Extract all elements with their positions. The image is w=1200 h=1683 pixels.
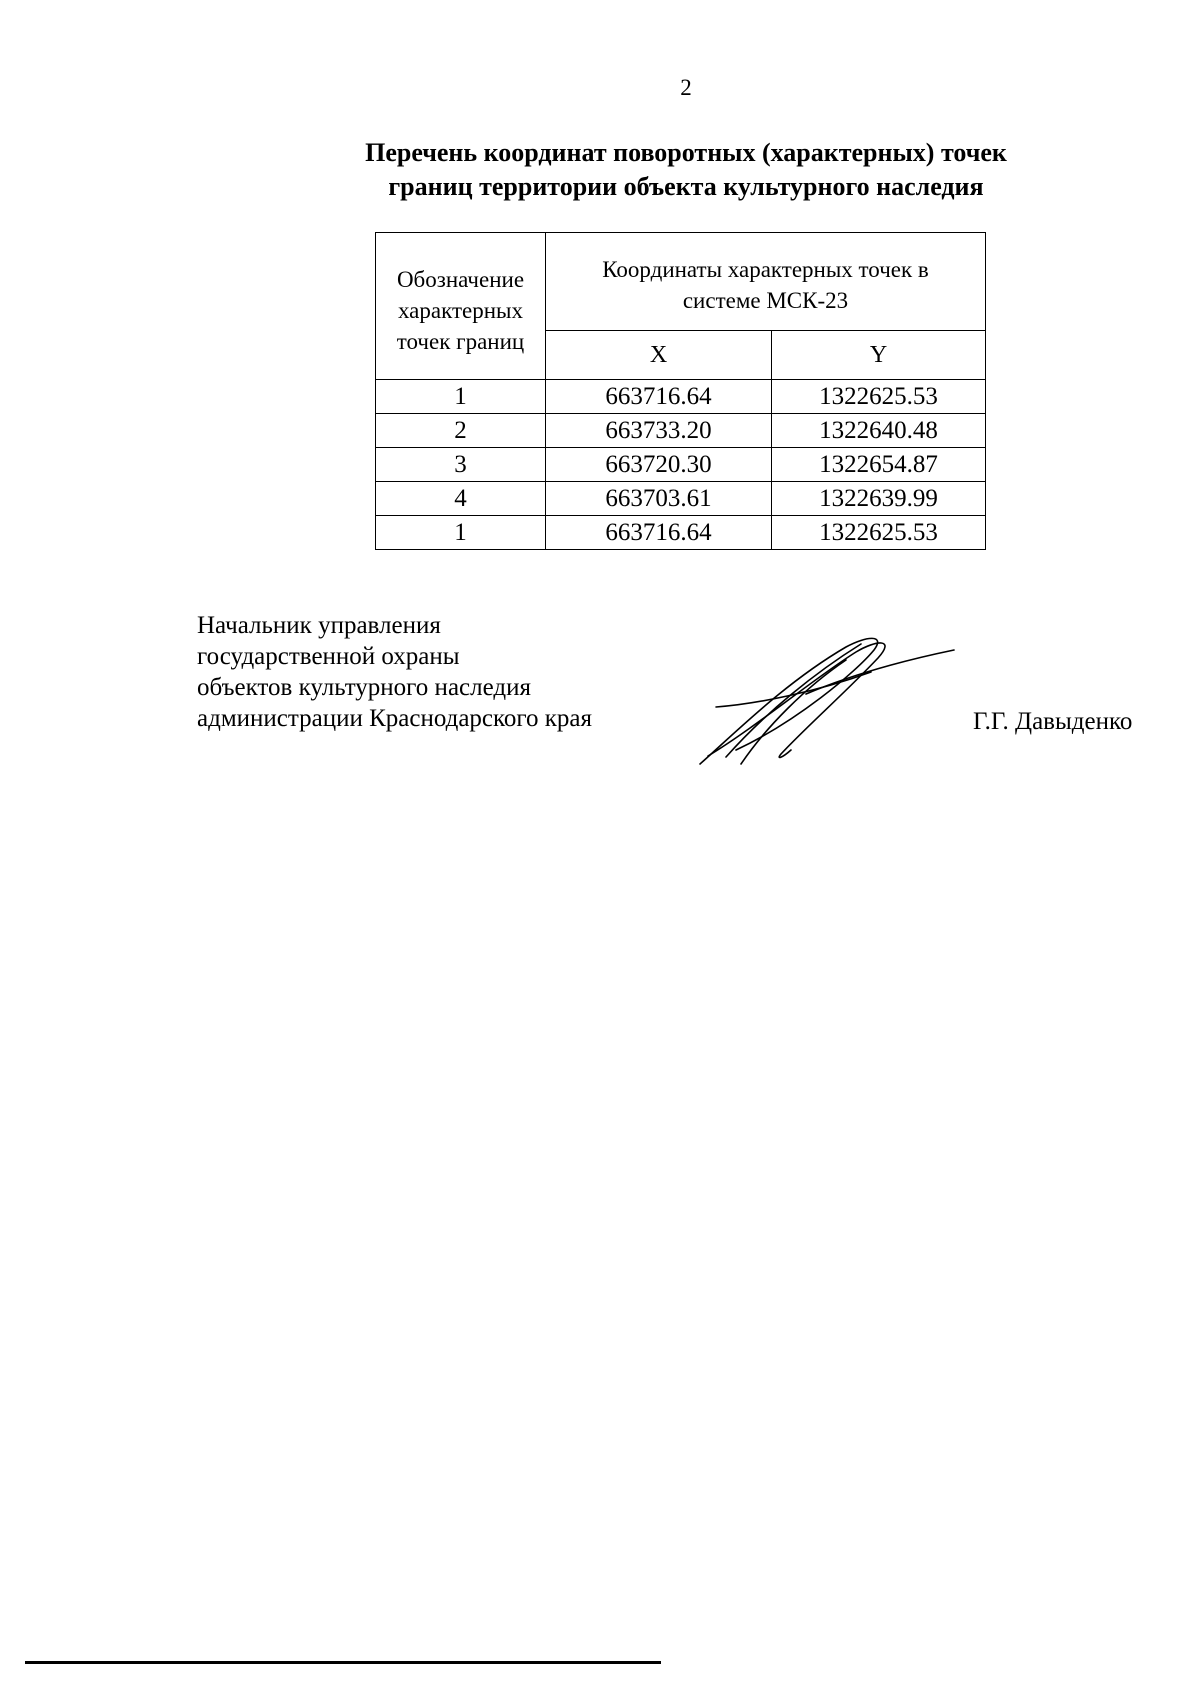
table-header-row: [376, 233, 986, 331]
point-label-header: [376, 233, 546, 380]
signer-title-line-2: государственной охраны: [197, 643, 460, 670]
signer-title-line-1: Начальник управления: [197, 612, 441, 639]
table-row: [376, 380, 986, 414]
coordinates-group-header: [546, 233, 986, 331]
y-cell: 1322625.53: [772, 380, 986, 414]
footer-divider: [25, 1661, 661, 1664]
table-row: [376, 448, 986, 482]
point-label-header-line-2: характерных: [397, 298, 523, 323]
point-label-header-line-3: точек границ: [396, 329, 525, 354]
point-cell: 4: [376, 482, 546, 516]
point-cell: 1: [376, 516, 546, 550]
document-title-line-2: границ территории объекта культурного наследия: [388, 172, 984, 201]
y-cell: 1322639.99: [772, 482, 986, 516]
table-row: [376, 414, 986, 448]
y-cell: 1322654.87: [772, 448, 986, 482]
coordinates-group-header-line-1: Координаты характерных точек в: [602, 257, 929, 282]
point-cell: 2: [376, 414, 546, 448]
signer-title-line-3: объектов культурного наследия: [197, 674, 531, 701]
y-column-header: Y: [772, 331, 986, 380]
table-row: [376, 516, 986, 550]
x-cell: 663716.64: [546, 380, 772, 414]
x-cell: 663720.30: [546, 448, 772, 482]
signer-title-line-4: администрации Краснодарского края: [197, 705, 593, 732]
signer-name: Г.Г. Давыденко: [973, 708, 1133, 735]
coordinates-group-header-line-2: системе МСК-23: [682, 288, 849, 313]
y-cell: 1322625.53: [772, 516, 986, 550]
point-cell: 3: [376, 448, 546, 482]
x-cell: 663716.64: [546, 516, 772, 550]
x-cell: 663703.61: [546, 482, 772, 516]
x-column-header: X: [546, 331, 772, 380]
point-label-header-line-1: Обозначение: [396, 267, 525, 292]
x-cell: 663733.20: [546, 414, 772, 448]
document-title-line-1: Перечень координат поворотных (характерных) точек: [365, 138, 1007, 167]
document-title: [0, 136, 1200, 204]
page-number: 2: [680, 75, 692, 100]
table-row: [376, 482, 986, 516]
signer-title: [197, 610, 592, 734]
handwritten-signature: [696, 632, 956, 767]
point-cell: 1: [376, 380, 546, 414]
y-cell: 1322640.48: [772, 414, 986, 448]
coordinates-table: [375, 232, 986, 550]
